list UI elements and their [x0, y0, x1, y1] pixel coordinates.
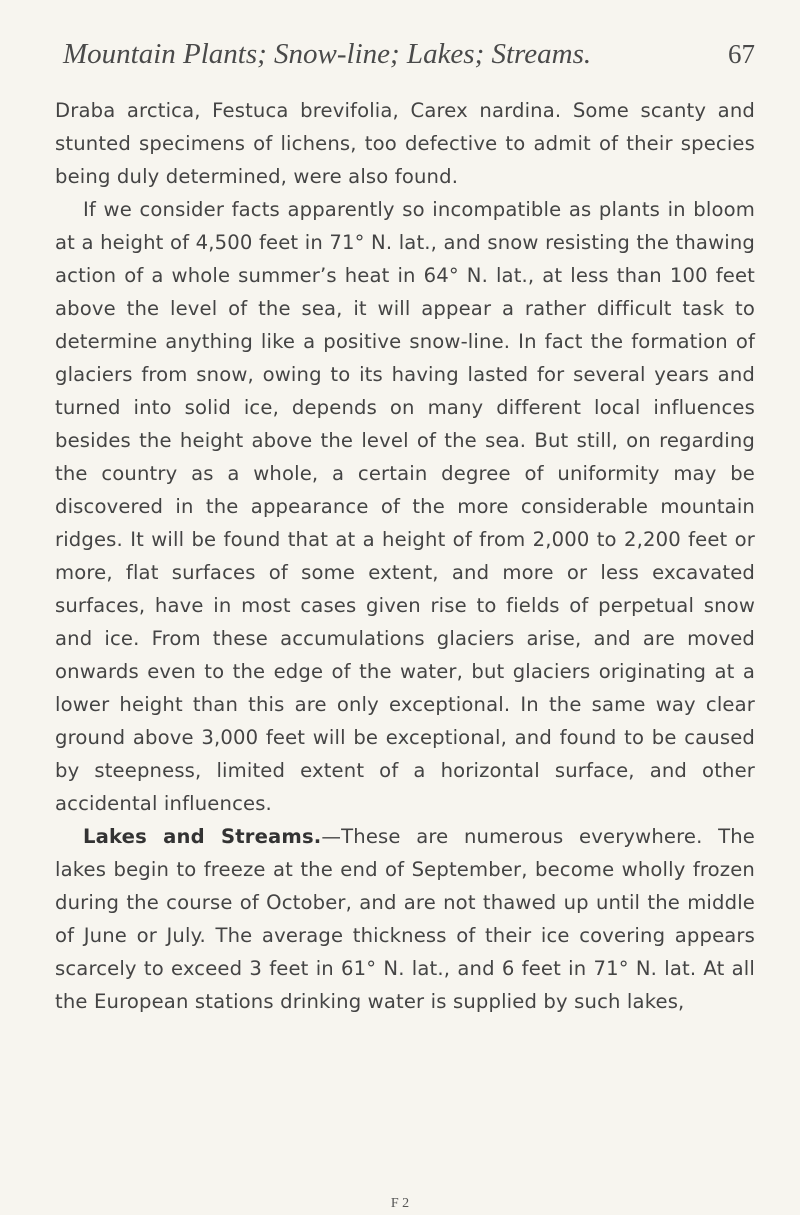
running-title: Mountain Plants; Snow-line; Lakes; Streams.	[63, 38, 592, 70]
section-heading-lakes-streams: Lakes and Streams.	[83, 825, 322, 848]
page-header	[63, 38, 755, 80]
paragraph-3-text: —These are numerous everywhere. The lakes begin to freeze at the end of September, become wholly frozen during the course of October, and are not thawed up until the middle of June or July. The average thickness of their ice covering appears scarcely to exceed 3 feet in 61° N. lat., and 6 feet in 71° N. lat. At all the European stations drinking water is supplied by such lakes,	[55, 825, 755, 1013]
page-number: 67	[728, 39, 755, 69]
book-page	[55, 38, 755, 1018]
body-text	[55, 94, 755, 1018]
paragraph-1: Draba arctica, Festuca brevifolia, Carex nardina. Some scanty and stunted specimens of lichens, too defective to admit of their species being duly determined, were also found.	[55, 99, 755, 188]
paragraph-3	[55, 820, 755, 1018]
printer-signature: F 2	[390, 1196, 410, 1211]
paragraph-2: If we consider facts apparently so incompatible as plants in bloom at a height of 4,500 feet in 71° N. lat., and snow resisting the thawing action of a whole summer’s heat in 64° N. lat., at less than 100 feet above the level of the sea, it will appear a rather difficult task to determine anything like a positive snow-line. In fact the formation of glaciers from snow, owing to its having lasted for several years and turned into solid ice, depends on many different local influences besides the height above the level of the sea. But still, on regarding the country as a whole, a certain degree of uniformity may be discovered in the appearance of the more considerable mountain ridges. It will be found that at a height of from 2,000 to 2,200 feet or more, flat surfaces of some extent, and more or less excavated surfaces, have in most cases given rise to fields of perpetual snow and ice. From these accumulations glaciers arise, and are moved onwards even to the edge of the water, but glaciers originating at a lower height than this are only exceptional. In the same way clear ground above 3,000 feet will be exceptional, and found to be caused by steepness, limited extent of a horizontal surface, and other accidental influences.	[55, 198, 755, 815]
